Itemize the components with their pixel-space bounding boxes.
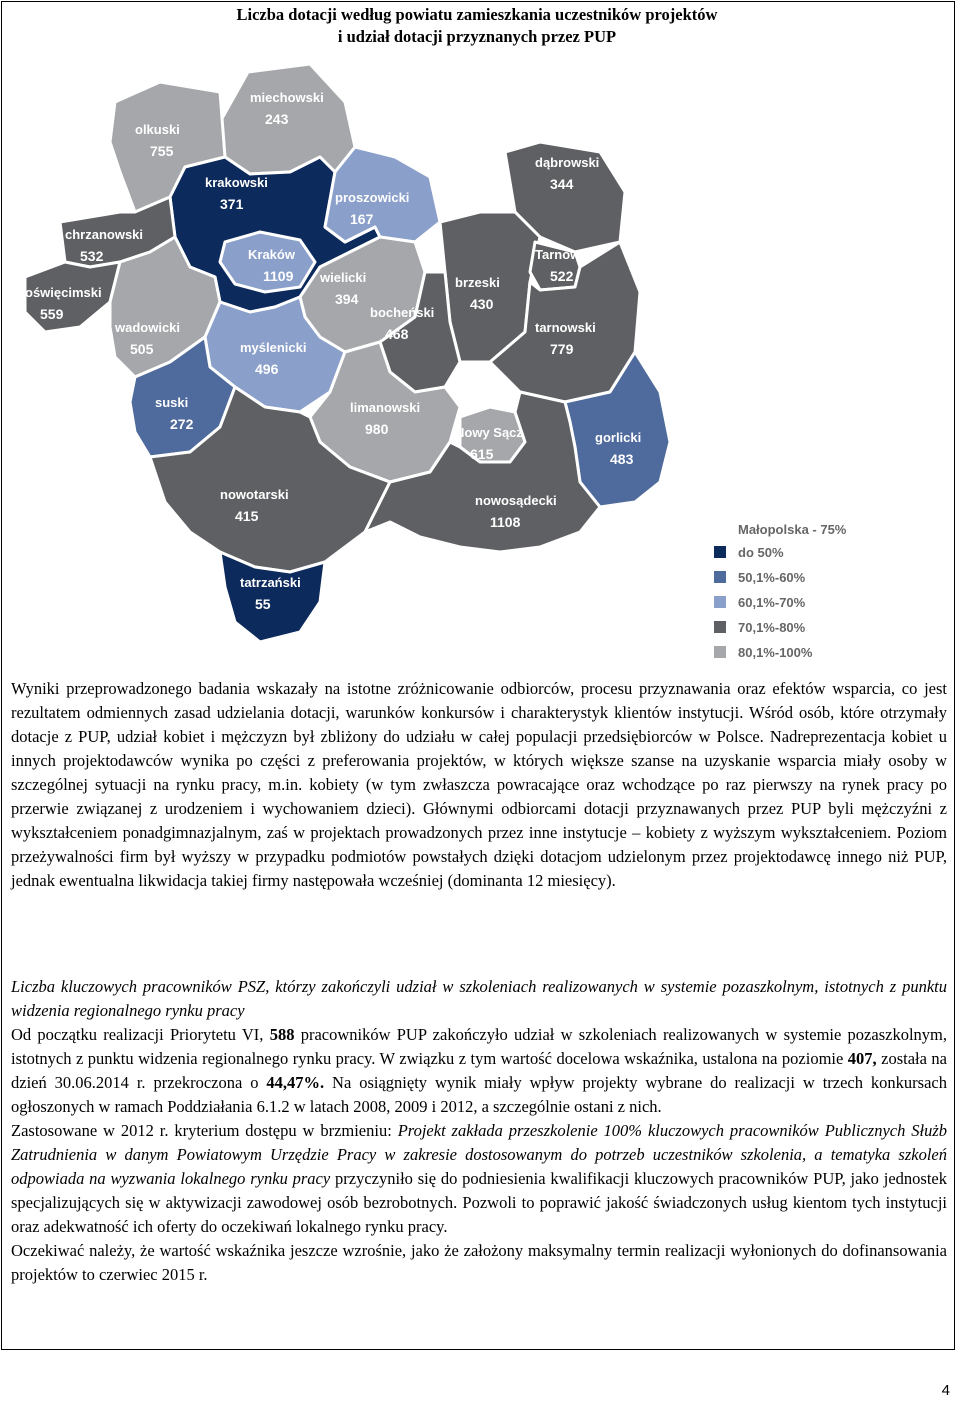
section-heading: Liczba kluczowych pracowników PSZ, którzy zakończyli udział w szkoleniach realizowanych w systemie pozaszkolnym, istotnych z punktu widzenia regionalnego rynku pracy — [11, 977, 947, 1020]
region-label-14: tarnowski — [535, 320, 596, 335]
section-key-staff — [11, 975, 947, 1287]
region-label-4: proszowicki — [335, 190, 410, 205]
region-value-3: 371 — [220, 196, 244, 212]
region-label-15: myślenicki — [240, 340, 307, 355]
text-p2-italic: Projekt zakłada przeszkolenie 100% kluczowych pracowników Publicznych Służb Zatrudnienia w danym Powiatowym Urzędzie Pracy w zakresie dostosowanym do potrzeb uczestników szkolenia, a tematyka szkoleń odpowiada na wyzwania lokalnego rynku pracy — [11, 1121, 947, 1188]
section-paragraph-3: Oczekiwać należy, że wartość wskaźnika jeszcze wzrośnie, jako że założony maksymalny termin realizacji wyłonionych do dofinansowania projektów to czerwiec 2015 r. — [11, 1241, 947, 1284]
legend-swatch-4 — [714, 621, 726, 633]
region-label-8: Kraków — [248, 247, 295, 262]
region-value-11: 522 — [550, 268, 574, 284]
map-legend — [714, 522, 847, 660]
region-value-4: 167 — [350, 211, 374, 227]
region-label-9: wielicki — [320, 270, 367, 285]
title-line-1: Liczba dotacji według powiatu zamieszkania uczestników projektów — [236, 5, 718, 24]
text-c: została na dzień 30.06.2014 r. przekroczona o — [11, 1049, 948, 1092]
value-407: 407, — [847, 1049, 877, 1068]
region-label-18: Nowy Sącz — [455, 425, 523, 440]
region-value-18: 615 — [470, 446, 494, 462]
value-588: 588 — [269, 1025, 295, 1044]
region-label-11: Tarnów — [535, 247, 581, 262]
region-label-7: oświęcimski — [25, 285, 102, 300]
region-label-20: nowotarski — [220, 487, 289, 502]
region-value-1: 243 — [265, 111, 289, 127]
region-value-7: 559 — [40, 306, 64, 322]
paragraph-results — [11, 677, 947, 893]
legend-item-2: 50,1%-60% — [738, 570, 806, 585]
legend-swatch-5 — [714, 646, 726, 658]
section-paragraph-2 — [11, 1119, 947, 1239]
legend-item-3: 60,1%-70% — [738, 595, 806, 610]
legend-item-4: 70,1%-80% — [738, 620, 806, 635]
region-label-6: chrzanowski — [65, 227, 144, 242]
value-pct: 44,47%. — [266, 1073, 325, 1092]
region-label-19: gorlicki — [595, 430, 642, 445]
region-value-14: 779 — [550, 341, 574, 357]
region-label-5: dąbrowski — [535, 155, 600, 170]
legend-item-1: do 50% — [738, 545, 784, 560]
region-label-21: nowosądecki — [475, 493, 557, 508]
region-value-10: 430 — [470, 296, 494, 312]
region-label-13: bocheński — [370, 305, 435, 320]
region-label-16: suski — [155, 395, 189, 410]
region-value-15: 496 — [255, 361, 279, 377]
region-label-10: brzeski — [455, 275, 500, 290]
paragraph-results-text: Wyniki przeprowadzonego badania wskazały na istotne zróżnicowanie odbiorców, procesu przyznawania oraz efektów wsparcia, co jest rezultatem odmiennych zasad udzielania dotacji, warunków konkursów i charakterystyk klientów instytucji. Wśród osób, które otrzymały dotacje z PUP, udział kobiet i mężczyzn był zbliżony do udziału w całej populacji przedsiębiorców w Polsce. Nadreprezentacja kobiet u innych projektodawców wynika po części z preferowania projektów, w których większe szanse na uzyskanie wsparcia miały osoby w szczególnej sytuacji na rynku pracy, m.in. kobiety (w tym zwłaszcza powracające oraz wchodzące po raz pierwszy na rynek pracy po przerwie związanej z urodzeniem i wychowaniem dzieci). Głównymi odbiorcami dotacji przyznawanych przez PUP byli mężczyźni z wykształceniem ponadgimnazjalnym, zaś w projektach prowadzonych przez inne instytucje – kobiety z wyższym wykształceniem. Poziom przeżywalności firm był wyższy w przypadku podmiotów powstałych dzięki dotacjom udzielonym przez projektodawcę innego niż PUP, jednak ewentualna likwidacja takiej firmy następowała wcześniej (dominanta 12 miesięcy). — [11, 679, 947, 890]
region-value-8: 1109 — [263, 268, 294, 284]
legend-title: Małopolska - 75% — [738, 522, 847, 537]
region-value-6: 532 — [80, 248, 104, 264]
region-label-22: tatrzański — [240, 575, 301, 590]
region-label-1: miechowski — [250, 90, 324, 105]
title-line-2: i udział dotacji przyznanych przez PUP — [337, 27, 617, 46]
region-value-21: 1108 — [490, 514, 521, 530]
text-p2b: przyczyniło się do podniesienia kwalifikacji kluczowych pracowników PUP, jako jednostek specjalizujących się w aktywizacji zawodowej osób bezrobotnych. Pozwoli to poprawić jakość świadczonych usług kientom tych instytucji oraz adekwatność ich oferty do oczekiwań lokalnego rynku pracy. — [11, 1169, 947, 1236]
region-label-2: olkuski — [135, 122, 180, 137]
legend-swatch-1 — [714, 546, 726, 558]
region-value-17: 980 — [365, 421, 389, 437]
region-value-9: 394 — [335, 291, 359, 307]
section-paragraph-1 — [11, 1023, 947, 1119]
region-value-12: 505 — [130, 341, 154, 357]
text-b: pracowników PUP zakończyło udział w szkoleniach realizowanych w systemie pozaszkolnym, istotnych z punktu widzenia regionalnego rynku pracy. W związku z tym wartość docelowa wskaźnika, ustalona na poziomie — [11, 1025, 947, 1068]
region-value-22: 55 — [255, 596, 271, 612]
region-label-17: limanowski — [350, 400, 421, 415]
legend-swatch-2 — [714, 571, 726, 583]
region-value-5: 344 — [550, 176, 574, 192]
region-label-12: wadowicki — [115, 320, 181, 335]
text-p2a: Zastosowane w 2012 r. kryterium dostępu w brzmieniu: — [11, 1121, 398, 1140]
legend-swatch-3 — [714, 596, 726, 608]
region-value-19: 483 — [610, 451, 634, 467]
page-title — [0, 4, 954, 48]
region-value-2: 755 — [150, 143, 174, 159]
legend-item-5: 80,1%-100% — [738, 645, 813, 660]
region-value-20: 415 — [235, 508, 259, 524]
region-value-13: 468 — [385, 326, 409, 342]
region-value-16: 272 — [170, 416, 194, 432]
page-number: 4 — [941, 1382, 950, 1399]
region-label-3: krakowski — [205, 175, 268, 190]
malopolska-map — [20, 62, 880, 672]
text-a: Od początku realizacji Priorytetu VI, — [11, 1025, 270, 1044]
text-d: Na osiągnięty wynik miały wpływ projekty wybrane do realizacji w trzech konkursach ogłoszonych w ramach Poddziałania 6.1.2 w latach 2008, 2009 i 2012, a szczególnie ostani z nich. — [11, 1073, 947, 1116]
